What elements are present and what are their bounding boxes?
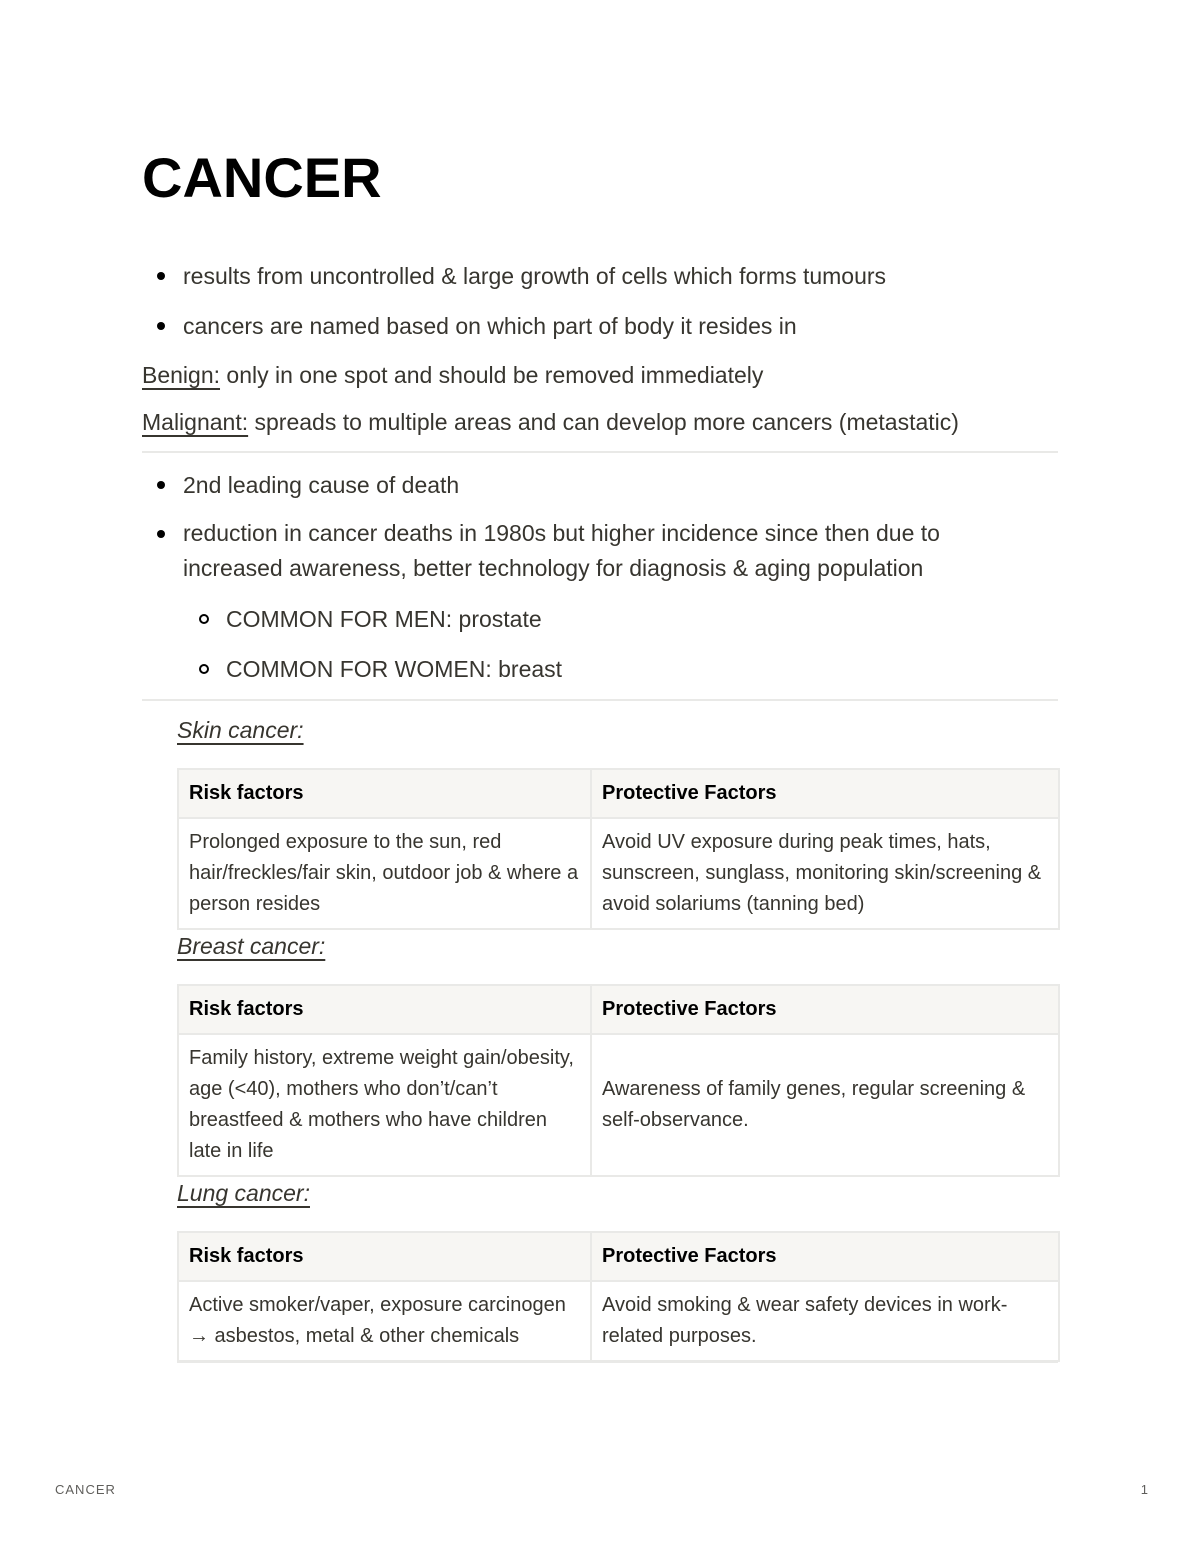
table-header-row <box>178 1232 1059 1281</box>
footer-page-number: 1 <box>1140 1482 1148 1497</box>
sub-list-item: COMMON FOR MEN: prostate <box>226 606 542 632</box>
list-item: reduction in cancer deaths in 1980s but higher incidence since then due to <box>183 520 940 546</box>
sub-bullet-ring <box>199 614 209 624</box>
column-header-protective: Protective Factors <box>591 769 1059 818</box>
column-header-protective: Protective Factors <box>591 1232 1059 1281</box>
list-item: cancers are named based on which part of body it resides in <box>183 313 797 339</box>
skin-cancer-table <box>177 768 1060 930</box>
table-header-row <box>178 985 1059 1034</box>
breast-cancer-table <box>177 984 1060 1177</box>
risk-factors-cell: Active smoker/vaper, exposure carcinogen → asbestos, metal & other chemicals <box>178 1281 591 1361</box>
definition-term: Benign: <box>142 362 221 388</box>
table-row <box>178 1281 1059 1361</box>
column-header-risk: Risk factors <box>178 1232 591 1281</box>
definition-text: only in one spot and should be removed immediately <box>220 362 764 388</box>
protective-factors-cell: Avoid smoking & wear safety devices in work-related purposes. <box>591 1281 1059 1361</box>
sub-list-item: COMMON FOR WOMEN: breast <box>226 656 563 682</box>
risk-factors-cell: Prolonged exposure to the sun, red hair/freckles/fair skin, outdoor job & where a person resides <box>178 818 591 929</box>
column-header-risk: Risk factors <box>178 985 591 1034</box>
definition-term: Malignant: <box>142 409 249 435</box>
footer-document-title: CANCER <box>55 1482 116 1497</box>
table-row <box>178 818 1059 929</box>
definition-text: spreads to multiple areas and can develop more cancers (metastatic) <box>248 409 959 435</box>
section-heading-skin-cancer: Skin cancer: <box>177 717 304 743</box>
column-header-risk: Risk factors <box>178 769 591 818</box>
list-item: results from uncontrolled & large growth of cells which forms tumours <box>183 263 887 289</box>
bullet-dot <box>157 481 165 489</box>
table-row <box>178 1034 1059 1176</box>
bullet-dot <box>157 322 165 330</box>
section-heading-lung-cancer: Lung cancer: <box>177 1180 310 1206</box>
list-item: 2nd leading cause of death <box>183 472 460 498</box>
sub-bullet-ring <box>199 664 209 674</box>
protective-factors-cell: Avoid UV exposure during peak times, hats, sunscreen, sunglass, monitoring skin/screening & avoid solariums (tanning bed) <box>591 818 1059 929</box>
protective-factors-cell: Awareness of family genes, regular screening & self-observance. <box>591 1034 1059 1176</box>
divider <box>177 1361 1058 1363</box>
divider <box>142 451 1058 453</box>
definition-benign <box>142 359 763 391</box>
bullet-dot <box>157 272 165 280</box>
page-title: CANCER <box>142 146 382 209</box>
divider <box>142 699 1058 701</box>
column-header-protective: Protective Factors <box>591 985 1059 1034</box>
bullet-dot <box>157 530 165 538</box>
lung-cancer-table <box>177 1231 1060 1362</box>
table-header-row <box>178 769 1059 818</box>
definition-malignant <box>142 406 959 438</box>
list-item-continuation: increased awareness, better technology for diagnosis & aging population <box>183 555 924 581</box>
risk-factors-cell: Family history, extreme weight gain/obesity, age (<40), mothers who don’t/can’t breastfeed & mothers who have children late in life <box>178 1034 591 1176</box>
section-heading-breast-cancer: Breast cancer: <box>177 933 326 959</box>
